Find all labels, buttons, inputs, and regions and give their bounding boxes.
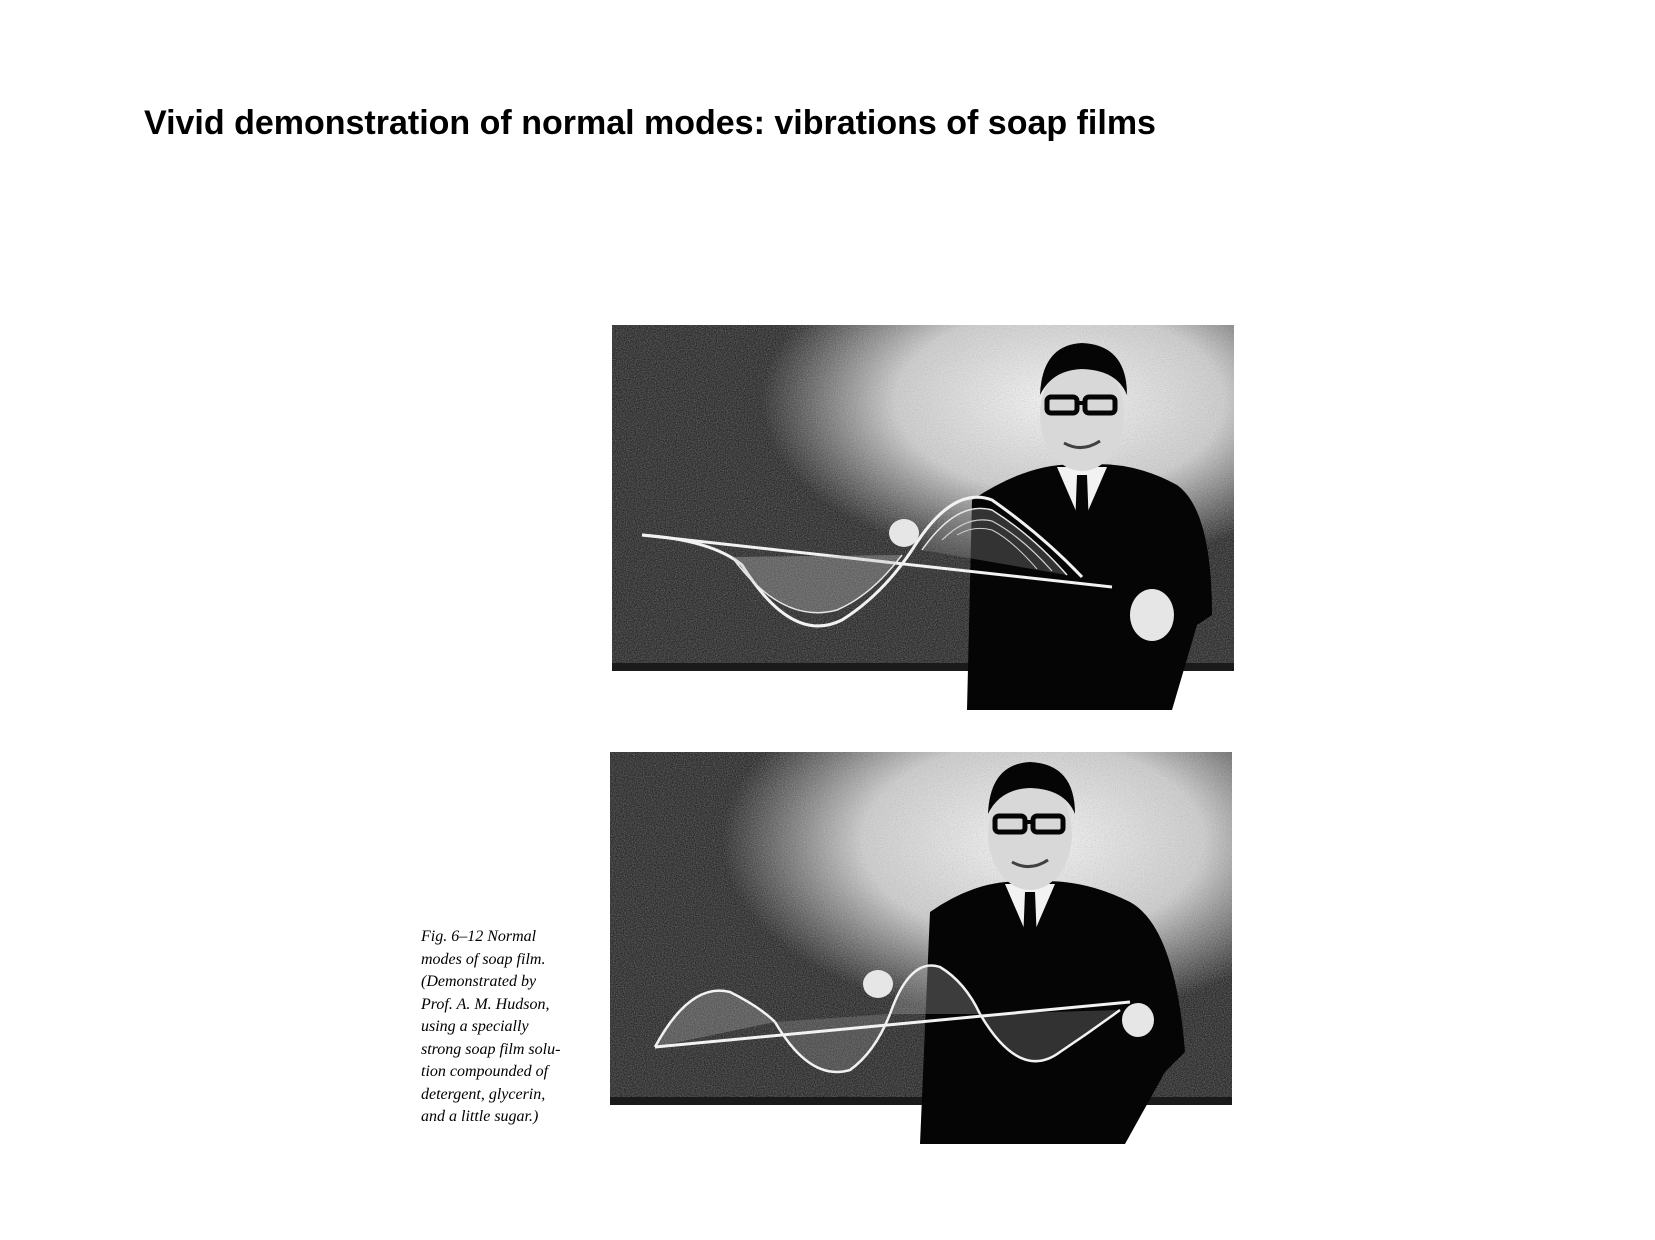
caption-line: strong soap film solu- bbox=[421, 1040, 561, 1058]
caption-line: detergent, glycerin, bbox=[421, 1085, 546, 1103]
caption-line: using a specially bbox=[421, 1018, 529, 1035]
slide-title: Vivid demonstration of normal modes: vibrations of soap films bbox=[144, 104, 1156, 142]
soap-film-photo-top bbox=[612, 325, 1234, 710]
figure-caption bbox=[421, 926, 596, 1129]
caption-line: modes of soap film. bbox=[421, 950, 546, 968]
caption-line: tion compounded of bbox=[421, 1063, 549, 1080]
caption-line: Fig. 6–12 Normal bbox=[421, 928, 537, 945]
caption-line: Prof. A. M. Hudson, bbox=[421, 995, 550, 1013]
soap-film-photo-bottom bbox=[610, 752, 1232, 1144]
caption-line: and a little sugar.) bbox=[421, 1108, 539, 1125]
caption-line: (Demonstrated by bbox=[421, 973, 537, 990]
